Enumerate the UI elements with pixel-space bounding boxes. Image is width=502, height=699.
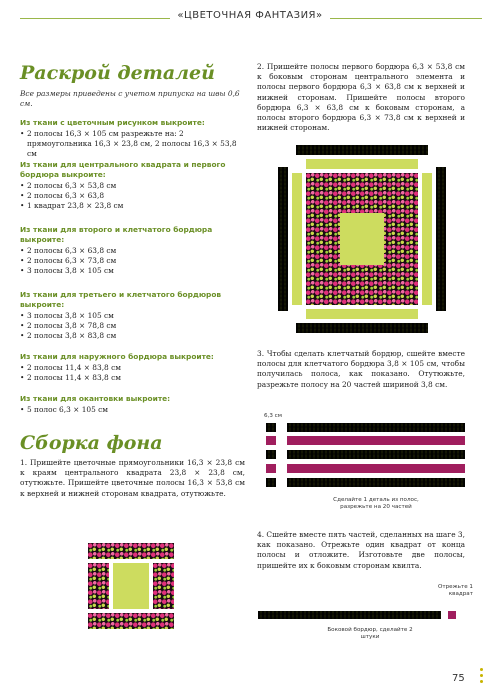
second-border-top (296, 145, 428, 155)
cut-group-third (20, 290, 245, 341)
floral-rect-right (153, 563, 174, 609)
step-2-text: 2. Пришейте полосы первого бордюра 6,3 × 53,8 см к боковым сторонам центрального элемента и полосы первого бордюра 6,3 × 63,8 см к верхней и нижней сторонам. Пришейте полосы второго бордюра 6,3 × 63,8 см к боковым сторонам, а полосы второго бордюра 6,3 × 73,8 см к верхней и нижней сторонам. (257, 62, 465, 133)
second-border-bottom (296, 323, 428, 333)
step-3-text: 3. Чтобы сделать клетчатый бордюр, сшейте вместе полосы для клетчатого бордюра 3,8 × 105 см, чтобы получилась полоса, как показано. Отутюжьте, разрежьте полосу на 20 частей шириной 3,8 см. (257, 349, 465, 389)
magenta-row (266, 464, 276, 473)
cut-group-second (20, 225, 245, 276)
cut-group-binding (20, 394, 245, 415)
check-row (266, 478, 276, 487)
cut-segment (266, 423, 276, 487)
cut-off-square (448, 611, 456, 619)
cut-group-heading: Из ткани для второго и клетчатого бордюра выкроите: (20, 225, 213, 244)
cut-item: • 3 полосы 3,8 × 105 см (20, 266, 245, 276)
assembly-title: Сборка фона (20, 432, 163, 454)
first-border-top (306, 159, 418, 169)
cut-item: • 2 полосы 6,3 × 73,8 см (20, 256, 245, 266)
check-strip (287, 423, 465, 432)
step4-caption: Боковой бордюр, сделайте 2 штуки (327, 627, 413, 640)
floral-rect-left (88, 563, 109, 609)
decorative-dots (480, 668, 483, 686)
first-border-right (422, 173, 432, 305)
running-header: «ЦВЕТОЧНАЯ ФАНТАЗИЯ» (177, 10, 323, 21)
cut-item: • 2 полосы 11,4 × 83,8 см (20, 373, 245, 383)
cut-group-outer (20, 352, 245, 383)
cut-item: • 3 полосы 3,8 × 105 см (20, 311, 245, 321)
magenta-strip (287, 436, 465, 445)
strip-set (287, 423, 465, 487)
cut-group-floral (20, 118, 245, 159)
center-square (340, 213, 384, 265)
cut-item: • 1 квадрат 23,8 × 23,8 см (20, 201, 245, 211)
dimension-label: 6,3 см (264, 413, 282, 419)
cut-group-heading: Из ткани для центрального квадрата и первого бордюра выкроите: (20, 160, 226, 179)
cut-item: • 5 полос 6,3 × 105 см (20, 405, 245, 415)
cut-item: • 2 полосы 3,8 × 83,8 см (20, 331, 245, 341)
check-strip (287, 450, 465, 459)
cut-group-heading: Из ткани для третьего и клетчатого бордюров выкроите: (20, 290, 222, 309)
cut-group-heading: Из ткани для окантовки выкроите: (20, 394, 171, 403)
cut-item: • 2 полосы 16,3 × 105 см разрежьте на: 2 прямоугольника 16,3 × 23,8 см, 2 полосы 16,3 × 53,8 см (20, 129, 245, 159)
cut-group-heading: Из ткани с цветочным рисунком выкроите: (20, 118, 205, 127)
cut-item: • 2 полосы 3,8 × 78,8 см (20, 321, 245, 331)
seam-allowance-note: Все размеры приведены с учетом припуска на швы 0,6 см. (20, 89, 240, 108)
magenta-strip (287, 464, 465, 473)
first-border-bottom (306, 309, 418, 319)
page-number: 75 (452, 673, 465, 684)
cut-group-heading: Из ткани для наружного бордюра выкроите: (20, 352, 214, 361)
center-square (113, 563, 149, 609)
step-1-text: 1. Пришейте цветочные прямоугольники 16,3 × 23,8 см к краям центрального квадрата 23,8 × 23,8 см, отутюжьте. Пришейте цветочные полосы 16,3 × 53,8 см к верхней и нижней сторонам квадрата, отутюжьте. (20, 458, 245, 498)
side-border-strip (258, 611, 441, 619)
header-rule-left (20, 18, 170, 19)
cut-item: • 2 полосы 6,3 × 63,8 (20, 191, 245, 201)
step2-diagram (278, 145, 446, 333)
second-border-left (278, 167, 288, 311)
header-rule-right (330, 18, 482, 19)
cut-item: • 2 полосы 11,4 × 83,8 см (20, 363, 245, 373)
cut-item: • 2 полосы 6,3 × 63,8 см (20, 246, 245, 256)
first-border-left (292, 173, 302, 305)
step3-caption: Сделайте 1 деталь из полос, разрежьте на 20 частей (333, 497, 419, 510)
check-row (266, 423, 276, 432)
check-strip (287, 478, 465, 487)
cut-item: • 2 полосы 6,3 × 53,8 см (20, 181, 245, 191)
floral-strip-bottom (88, 613, 174, 629)
floral-strip-top (88, 543, 174, 559)
cut-square-label: Отрежьте 1 квадрат (437, 584, 473, 597)
magenta-row (266, 436, 276, 445)
second-border-right (436, 167, 446, 311)
check-row (266, 450, 276, 459)
cutting-title: Раскрой деталей (20, 62, 215, 84)
step-4-text: 4. Сшейте вместе пять частей, сделанных на шаге 3, как показано. Отрежьте один квадрат от конца полосы и отложите. Изготовьте две полосы, пришейте их к боковым сторонам квилта. (257, 530, 465, 570)
cut-group-center (20, 160, 245, 211)
step1-diagram (88, 543, 174, 629)
